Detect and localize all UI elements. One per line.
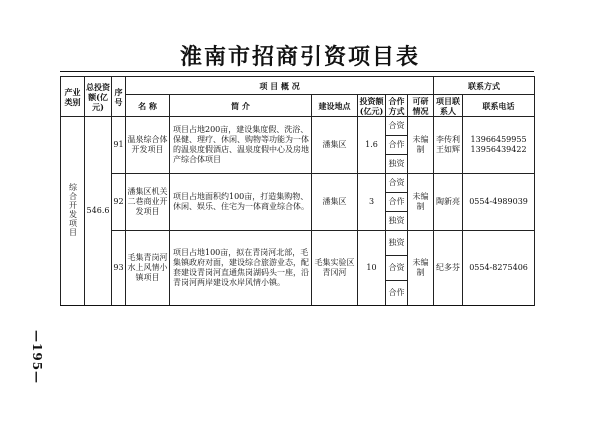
header-feasibility: 可研情况 [408,95,434,117]
project-investment: 3 [358,174,386,231]
cooperation-mode: 合资 [386,174,408,193]
industry-category-cell [61,117,85,306]
cooperation-mode: 独资 [386,231,408,256]
cooperation-mode: 合作 [386,193,408,212]
header-contact-info: 联系方式 [434,77,535,95]
cooperation-mode: 独资 [386,155,408,174]
header-contact-person: 项目联系人 [434,95,463,117]
project-serial-no: 92 [112,174,126,231]
project-name: 毛集青岗河水上风情小镇项目 [126,231,170,306]
project-phone: 0554-4989039 [463,174,535,231]
page-number: —195— [30,330,44,385]
header-project-overview: 项 目 概 况 [126,77,434,95]
header-total-investment: 总投资额(亿元) [85,77,112,117]
table-top-rule [60,71,534,72]
header-industry-category: 产业类别 [61,77,85,117]
project-feasibility: 未编制 [408,174,434,231]
cooperation-mode: 独资 [386,212,408,231]
table-row [61,174,535,193]
project-investment: 1.6 [358,117,386,174]
header-phone: 联系电话 [463,95,535,117]
project-serial-no: 91 [112,117,126,174]
project-location: 潘集区 [312,117,358,174]
total-investment-value: 546.6 [85,117,112,306]
table-row [61,231,535,256]
project-contact: 李传利 王如辉 [434,117,463,174]
project-phone: 0554-8275406 [463,231,535,306]
table-row [61,117,535,136]
header-name: 名 称 [126,95,170,117]
table-bottom-rule [60,305,534,306]
industry-category-name: 综合开发项目 [68,182,78,237]
investment-project-table [60,76,535,306]
page-title: 淮南市招商引资项目表 [179,44,420,70]
project-location: 潘集区 [312,174,358,231]
project-serial-no: 93 [112,231,126,306]
project-phone: 13966459955 13956439422 [463,117,535,174]
header-serial-no: 序号 [112,77,126,117]
header-location: 建设地点 [312,95,358,117]
project-feasibility: 未编制 [408,231,434,306]
project-brief: 项目占地100亩，拟在青岗河北部，毛集镇政府对面，建设综合旅游业态，配套建设青岗河直通焦岗湖码头一座，沿青岗河两岸建设水岸风情小镇。 [170,231,312,306]
header-cooperation-mode: 合作方式 [386,95,408,117]
project-feasibility: 未编制 [408,117,434,174]
project-name: 潘集区机关二巷商业开发项目 [126,174,170,231]
header-investment: 投资额(亿元) [359,95,384,116]
header-brief: 简 介 [170,95,312,117]
project-brief: 项目占地200亩，建设集度假、洗浴、保健、理疗、休闲、购物等功能为一体的温泉度假酒店、温泉度假中心及房地产综合体项目 [170,117,312,174]
project-contact: 纪多芬 [434,231,463,306]
project-investment: 10 [358,231,386,306]
cooperation-mode: 合作 [386,281,408,306]
cooperation-mode: 合资 [386,256,408,281]
project-brief: 项目占地面积约100亩，打造集购物、休闲、娱乐、住宅为一体商业综合体。 [170,174,312,231]
project-name: 温泉综合体开发项目 [126,117,170,174]
cooperation-mode: 合作 [386,136,408,155]
project-location: 毛集实验区青冈河 [312,231,358,306]
project-contact: 陶新亮 [434,174,463,231]
cooperation-mode: 合资 [386,117,408,136]
